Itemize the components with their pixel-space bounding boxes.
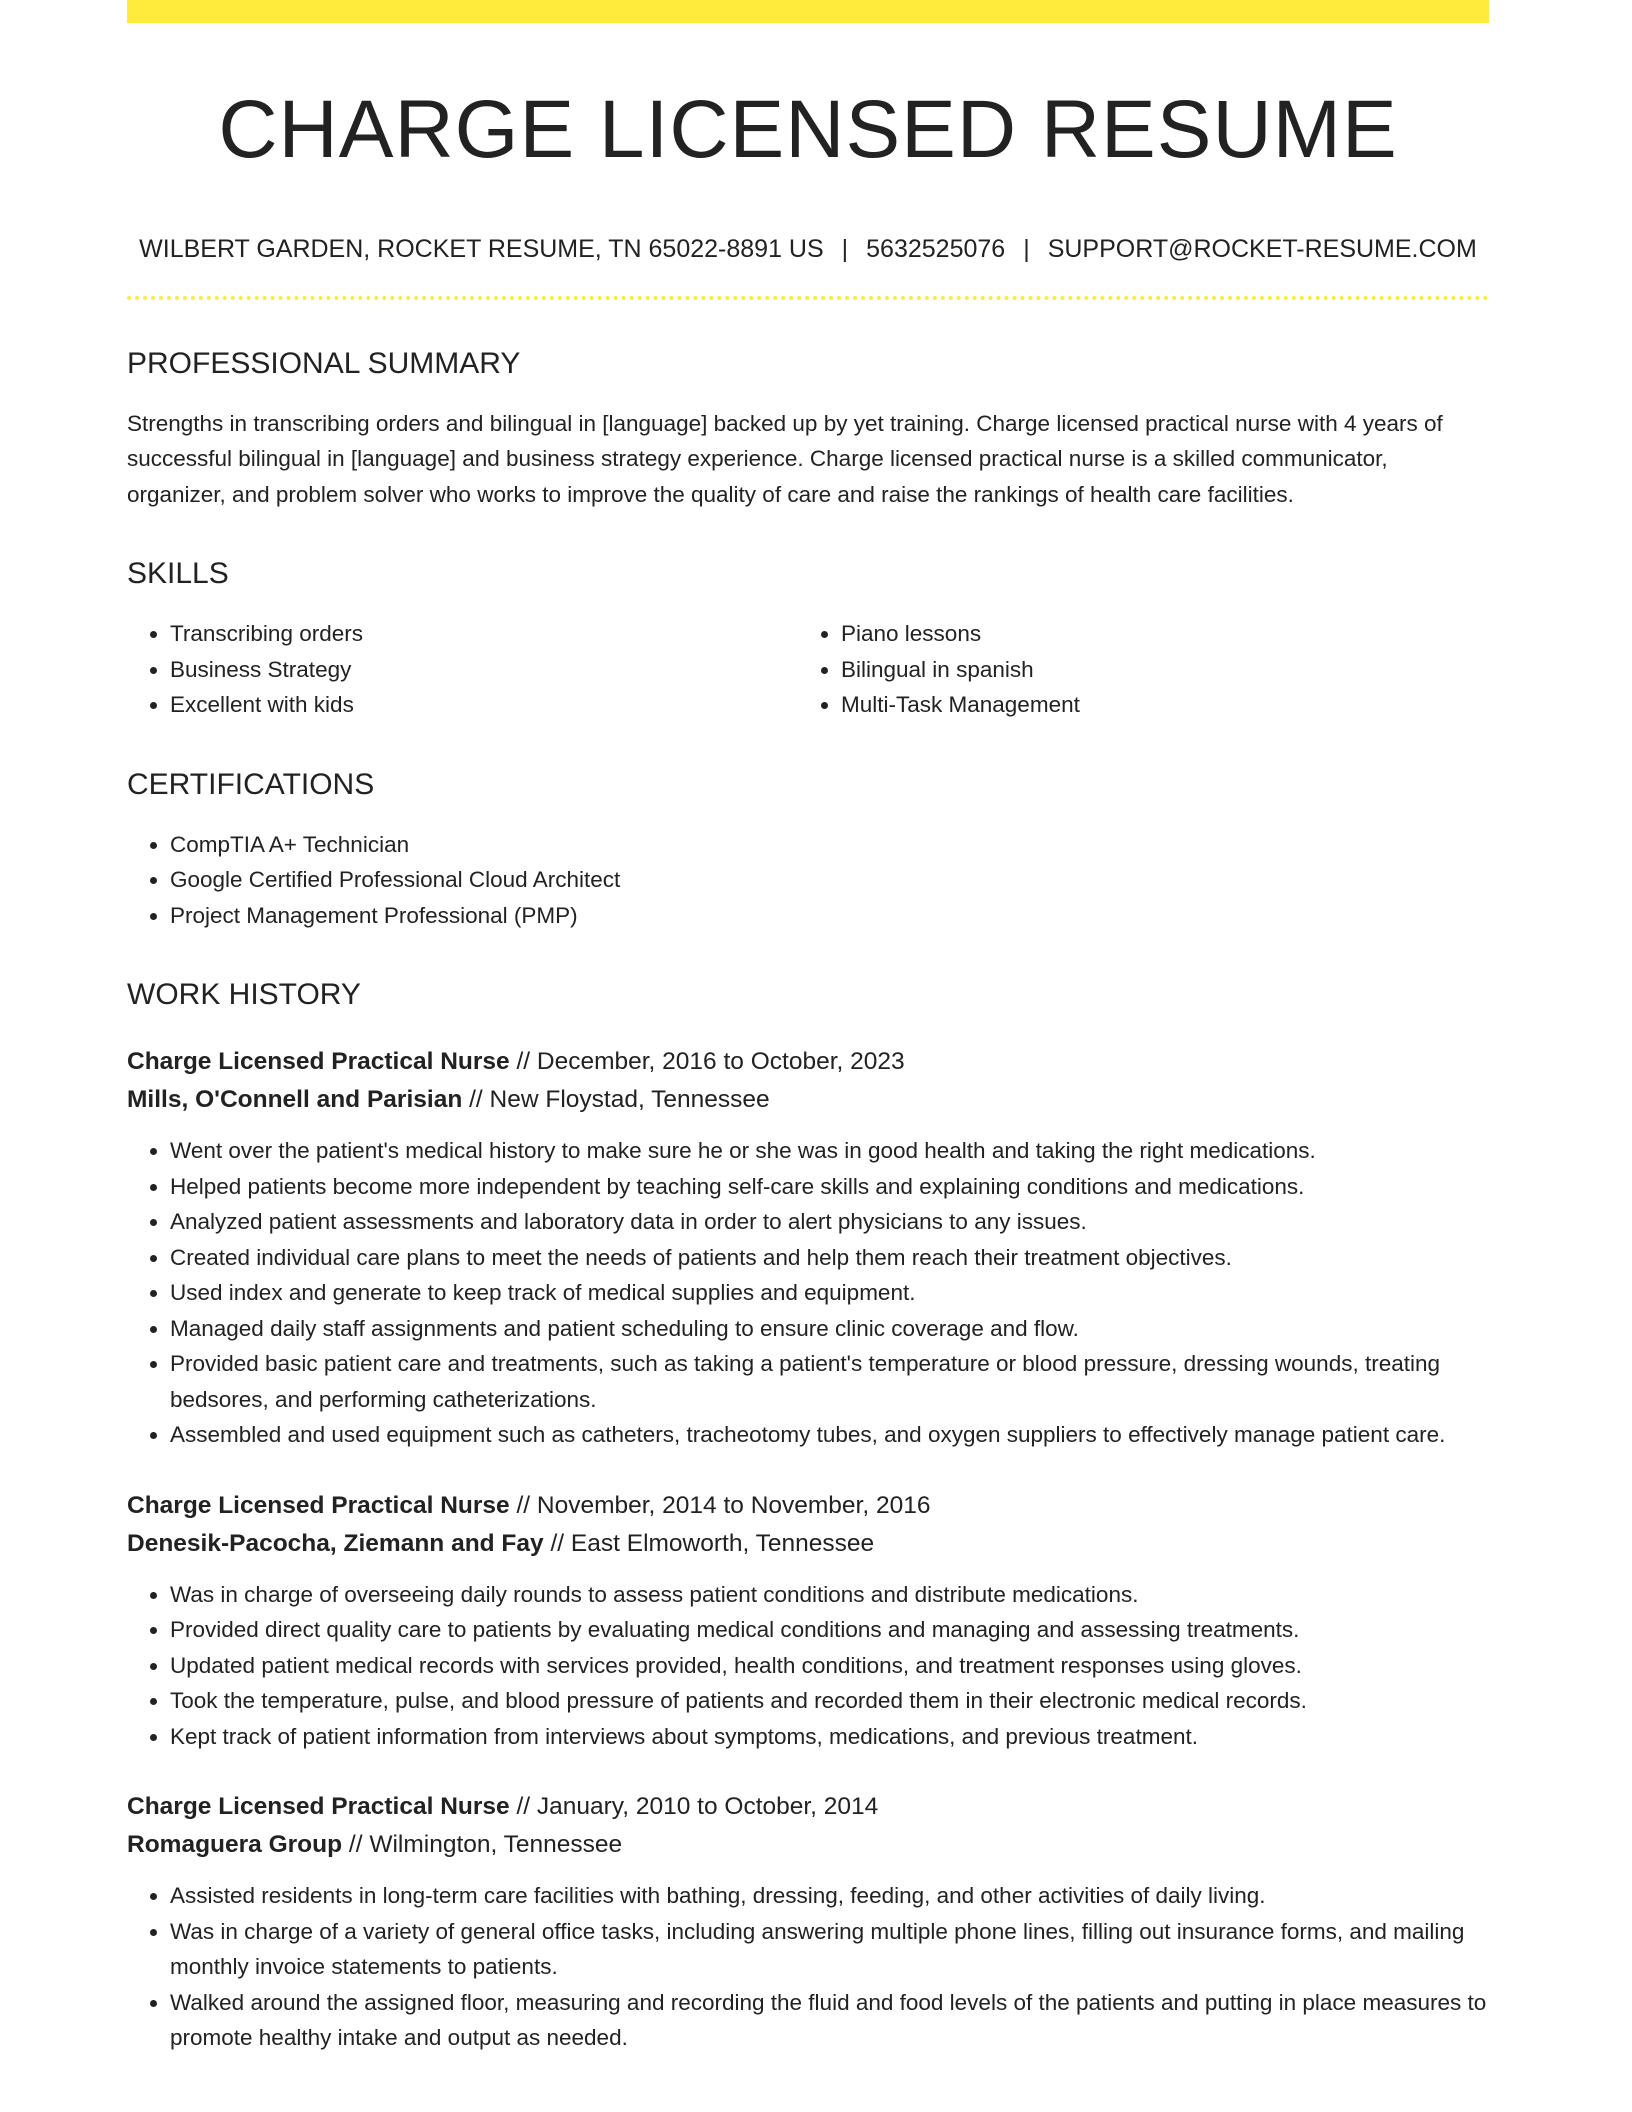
job-separator: // [509, 1491, 537, 1519]
certifications-list [127, 827, 1489, 934]
summary-heading: PROFESSIONAL SUMMARY [127, 346, 521, 380]
job-company-line [127, 1081, 1489, 1119]
skills-list-right [798, 616, 1469, 723]
job-bullet: • Was in charge of a variety of general office tasks, including answering multiple phone lines, filling out insurance forms, and mailing monthly invoice statements to patients. [170, 1914, 1489, 1985]
job-company-line [127, 1826, 1489, 1864]
job-title: Charge Licensed Practical Nurse [127, 1793, 510, 1821]
summary-text: Strengths in transcribing orders and bilingual in [language] backed up by yet training. Charge licensed practical nurse with 4 years of successful bilingual in [language] and business strategy experience. Charge licensed practical nurse is a skilled communicator, organizer, and problem solver who works to improve the quality of care and raise the rankings of health care facilities. [127, 410, 1443, 507]
skill-item: • Bilingual in spanish [841, 652, 1469, 688]
job-bullet: • Was in charge of overseeing daily rounds to assess patient conditions and distribute medications. [170, 1577, 1489, 1613]
job-bullet: • Walked around the assigned floor, measuring and recording the fluid and food levels of the patients and putting in place measures to promote healthy intake and output as needed. [170, 1985, 1489, 2056]
contact-email: SUPPORT@ROCKET-RESUME.COM [1047, 235, 1477, 264]
job-company: Romaguera Group [127, 1831, 343, 1859]
job-bullet: • Provided direct quality care to patients by evaluating medical conditions and managing and assessing treatments. [170, 1612, 1489, 1648]
job-title-line [127, 1043, 1489, 1081]
job-company: Denesik-Pacocha, Ziemann and Fay [127, 1529, 544, 1557]
job-bullets [127, 1878, 1489, 2056]
skill-item: • Excellent with kids [170, 687, 798, 723]
contact-line [127, 233, 1489, 266]
job-entry [127, 1043, 1489, 1453]
resume-title: CHARGE LICENSED RESUME [218, 84, 1398, 175]
job-bullet: • Went over the patient's medical history to make sure he or she was in good health and taking the right medications. [170, 1133, 1489, 1169]
job-bullet: • Updated patient medical records with services provided, health conditions, and treatment responses using gloves. [170, 1648, 1489, 1684]
skill-item: • Business Strategy [170, 652, 798, 688]
job-separator: // [342, 1831, 370, 1859]
job-location: Wilmington, Tennessee [369, 1831, 623, 1859]
certifications-heading: CERTIFICATIONS [127, 767, 375, 801]
job-bullet: • Used index and generate to keep track of medical supplies and equipment. [170, 1275, 1489, 1311]
job-bullet: • Helped patients become more independent by teaching self-care skills and explaining conditions and medications. [170, 1169, 1489, 1205]
job-title-line [127, 1788, 1489, 1826]
contact-address: WILBERT GARDEN, ROCKET RESUME, TN 65022-8891 US [139, 235, 824, 264]
job-title: Charge Licensed Practical Nurse [127, 1491, 510, 1519]
contact-separator: | [1023, 235, 1030, 264]
skills-heading: SKILLS [127, 557, 229, 591]
job-bullet: • Analyzed patient assessments and laboratory data in order to alert physicians to any issues. [170, 1204, 1489, 1240]
certification-item: • CompTIA A+ Technician [170, 827, 1489, 863]
work-history-heading: WORK HISTORY [127, 978, 361, 1012]
skill-item: • Piano lessons [841, 616, 1469, 652]
job-bullet: • Took the temperature, pulse, and blood pressure of patients and recorded them in their electronic medical records. [170, 1683, 1489, 1719]
job-bullet: • Assisted residents in long-term care facilities with bathing, dressing, feeding, and other activities of daily living. [170, 1878, 1489, 1914]
resume-page [127, 0, 1489, 2056]
job-bullets [127, 1577, 1489, 1755]
job-bullet: • Kept track of patient information from interviews about symptoms, medications, and previous treatment. [170, 1719, 1489, 1755]
job-dates: November, 2014 to November, 2016 [536, 1491, 931, 1519]
contact-separator: | [841, 235, 849, 264]
skills-grid [127, 616, 1489, 723]
job-dates: December, 2016 to October, 2023 [536, 1048, 905, 1076]
job-location: New Floystad, Tennessee [489, 1086, 770, 1114]
contact-phone: 5632525076 [866, 235, 1006, 264]
job-dates: January, 2010 to October, 2014 [536, 1793, 879, 1821]
skill-item: • Transcribing orders [170, 616, 798, 652]
accent-top-bar [127, 0, 1489, 23]
job-company: Mills, O'Connell and Parisian [127, 1086, 463, 1114]
job-title-line [127, 1487, 1489, 1525]
certification-item: • Google Certified Professional Cloud Architect [170, 862, 1489, 898]
job-company-line [127, 1525, 1489, 1563]
certification-item: • Project Management Professional (PMP) [170, 898, 1489, 934]
job-separator: // [462, 1086, 490, 1114]
job-bullet: • Managed daily staff assignments and patient scheduling to ensure clinic coverage and flow. [170, 1311, 1489, 1347]
dotted-divider [127, 296, 1489, 300]
skill-item: • Multi-Task Management [841, 687, 1469, 723]
job-separator: // [509, 1793, 537, 1821]
job-bullet: • Assembled and used equipment such as catheters, tracheotomy tubes, and oxygen suppliers to effectively manage patient care. [170, 1417, 1489, 1453]
job-separator: // [543, 1529, 571, 1557]
job-title: Charge Licensed Practical Nurse [127, 1048, 510, 1076]
job-location: East Elmoworth, Tennessee [570, 1529, 875, 1557]
job-entry [127, 1788, 1489, 2056]
skills-list-left [127, 616, 798, 723]
job-entry [127, 1487, 1489, 1755]
job-bullet: • Provided basic patient care and treatments, such as taking a patient's temperature or blood pressure, dressing wounds, treating bedsores, and performing catheterizations. [170, 1346, 1489, 1417]
job-bullet: • Created individual care plans to meet the needs of patients and help them reach their treatment objectives. [170, 1240, 1489, 1276]
job-bullets [127, 1133, 1489, 1453]
job-separator: // [509, 1048, 537, 1076]
